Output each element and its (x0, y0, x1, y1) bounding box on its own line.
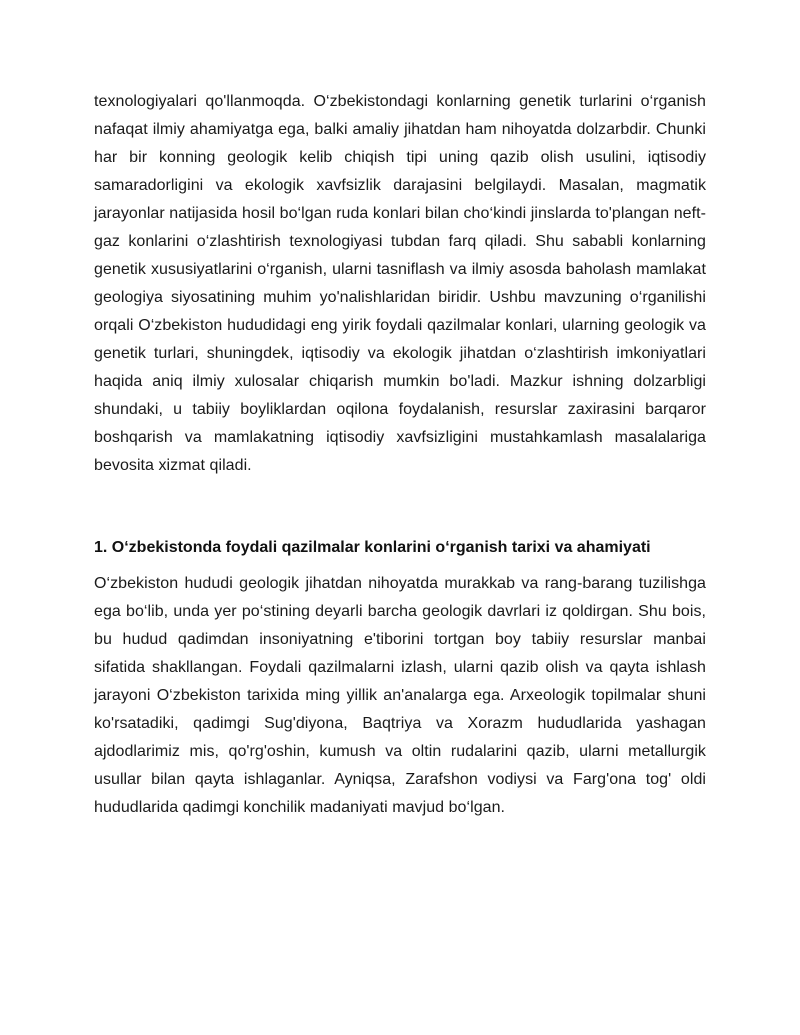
section-heading: 1. O‘zbekistonda foydali qazilmalar konlarini o‘rganish tarixi va ahamiyati (94, 539, 651, 556)
document-page (94, 88, 706, 822)
intro-paragraph: texnologiyalari qo'llanmoqda. O‘zbekistondagi konlarning genetik turlarini o‘rganish nafaqat ilmiy ahamiyatga ega, balki amaliy jihatdan ham nihoyatda dolzarbdir. Chunki har bir konning geologik kelib chiqish tipi uning qazib olish usulini, iqtisodiy samaradorligini va ekologik xavfsizlik darajasini belgilaydi. Masalan, magmatik jarayonlar natijasida hosil bo‘lgan ruda konlari bilan cho‘kindi jinslarda to'plangan neft-gaz konlarini o‘zlashtirish texnologiyasi tubdan farq qiladi. Shu sababli konlarning genetik xususiyatlarini o‘rganish, ularni tasniflash va ilmiy asosda baholash mamlakat geologiya siyosatining muhim yo'nalishlaridan biridir. Ushbu mavzuning o‘rganilishi orqali O‘zbekiston hududidagi eng yirik foydali qazilmalar konlari, ularning geologik va genetik turlari, shuningdek, iqtisodiy va ekologik jihatdan o‘zlashtirish imkoniyatlari haqida aniq ilmiy xulosalar chiqarish mumkin bo'ladi. Mazkur ishning dolzarbligi shundaki, u tabiiy boyliklardan oqilona foydalanish, resurslar zaxirasini barqaror boshqarish va mamlakatning iqtisodiy xavfsizligini mustahkamlash masalalariga bevosita xizmat qiladi. (94, 93, 706, 474)
section-paragraph: O‘zbekiston hududi geologik jihatdan nihoyatda murakkab va rang-barang tuzilishga ega bo‘lib, unda yer po‘stining deyarli barcha geologik davrlari iz qoldirgan. Shu bois, bu hudud qadimdan insoniyatning e'tiborini tortgan boy tabiiy resurslar manbai sifatida shakllangan. Foydali qazilmalarni izlash, ularni qazib olish va qayta ishlash jarayoni O‘zbekiston tarixida ming yillik an'analarga ega. Arxeologik topilmalar shuni ko'rsatadiki, qadimgi Sug'diyona, Baqtriya va Xorazm hududlarida yashagan ajdodlarimiz mis, qo'rg'oshin, kumush va oltin rudalarini qazib, ularni metallurgik usullar bilan qayta ishlaganlar. Ayniqsa, Zarafshon vodiysi va Farg'ona tog' oldi hududlarida qadimgi konchilik madaniyati mavjud bo‘lgan. (94, 575, 706, 816)
